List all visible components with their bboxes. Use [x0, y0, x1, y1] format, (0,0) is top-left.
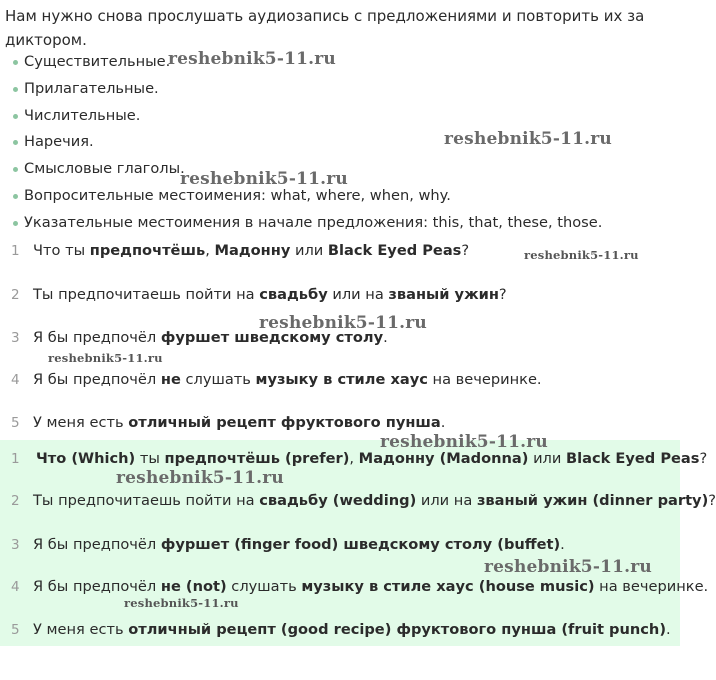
answer-number: 4 [11, 579, 20, 595]
answer-row: Ты предпочитаешь пойти на свадьбу (wedding) или на званый ужин (dinner party)? [33, 492, 716, 509]
watermark: reshebnik5-11.ru [484, 557, 652, 577]
bullet-item: Указательные местоимения в начале предложения: this, that, these, those. [10, 213, 602, 240]
watermark: reshebnik5-11.ru [259, 313, 427, 333]
sentence-number: 2 [11, 287, 20, 303]
watermark: reshebnik5-11.ru [116, 468, 284, 488]
bullet-item: Прилагательные. [10, 79, 602, 106]
answer-row: Я бы предпочёл фуршет (finger food) шведскому столу (buffet). [33, 536, 565, 553]
sentence-number: 1 [11, 243, 20, 259]
watermark: reshebnik5-11.ru [180, 169, 348, 189]
watermark: reshebnik5-11.ru [380, 432, 548, 452]
sentence-row: Я бы предпочёл фуршет шведскому столу. [33, 329, 388, 346]
sentence-number: 4 [11, 372, 20, 388]
sentence-row: Ты предпочитаешь пойти на свадьбу или на званый ужин? [33, 286, 507, 303]
answer-number: 1 [11, 451, 20, 467]
intro-text: Нам нужно снова прослушать аудиозапись с предложениями и повторить их за диктором. [5, 7, 645, 49]
watermark: reshebnik5-11.ru [444, 129, 612, 149]
bullet-item: Смысловые глаголы. [10, 159, 602, 186]
watermark: reshebnik5-11.ru [48, 351, 163, 365]
sentence-row: Я бы предпочёл не слушать музыку в стиле хаус на вечеринке. [33, 371, 542, 388]
answer-row: У меня есть отличный рецепт (good recipe) фруктового пунша (fruit punch). [33, 621, 671, 638]
bullet-item: Числительные. [10, 106, 602, 133]
sentence-row: Что ты предпочтёшь, Мадонну или Black Eyed Peas? [33, 242, 470, 259]
sentence-number: 5 [11, 415, 20, 431]
bullet-item: Вопросительные местоимения: what, where, when, why. [10, 186, 602, 213]
watermark: reshebnik5-11.ru [124, 596, 239, 610]
bullet-item: Наречия. [10, 132, 602, 159]
sentence-number: 3 [11, 330, 20, 346]
answer-row: Что (Which) ты предпочтёшь (prefer), Мадонну (Madonna) или Black Eyed Peas? [36, 450, 708, 467]
sentence-row: У меня есть отличный рецепт фруктового пунша. [33, 414, 446, 431]
watermark: reshebnik5-11.ru [524, 248, 639, 262]
answer-row: Я бы предпочёл не (not) слушать музыку в стиле хаус (house music) на вечеринке. [33, 578, 709, 595]
answer-number: 5 [11, 622, 20, 638]
bullet-item: Существительные. [10, 52, 602, 79]
answer-number: 3 [11, 537, 20, 553]
answer-number: 2 [11, 493, 20, 509]
watermark: reshebnik5-11.ru [168, 49, 336, 69]
